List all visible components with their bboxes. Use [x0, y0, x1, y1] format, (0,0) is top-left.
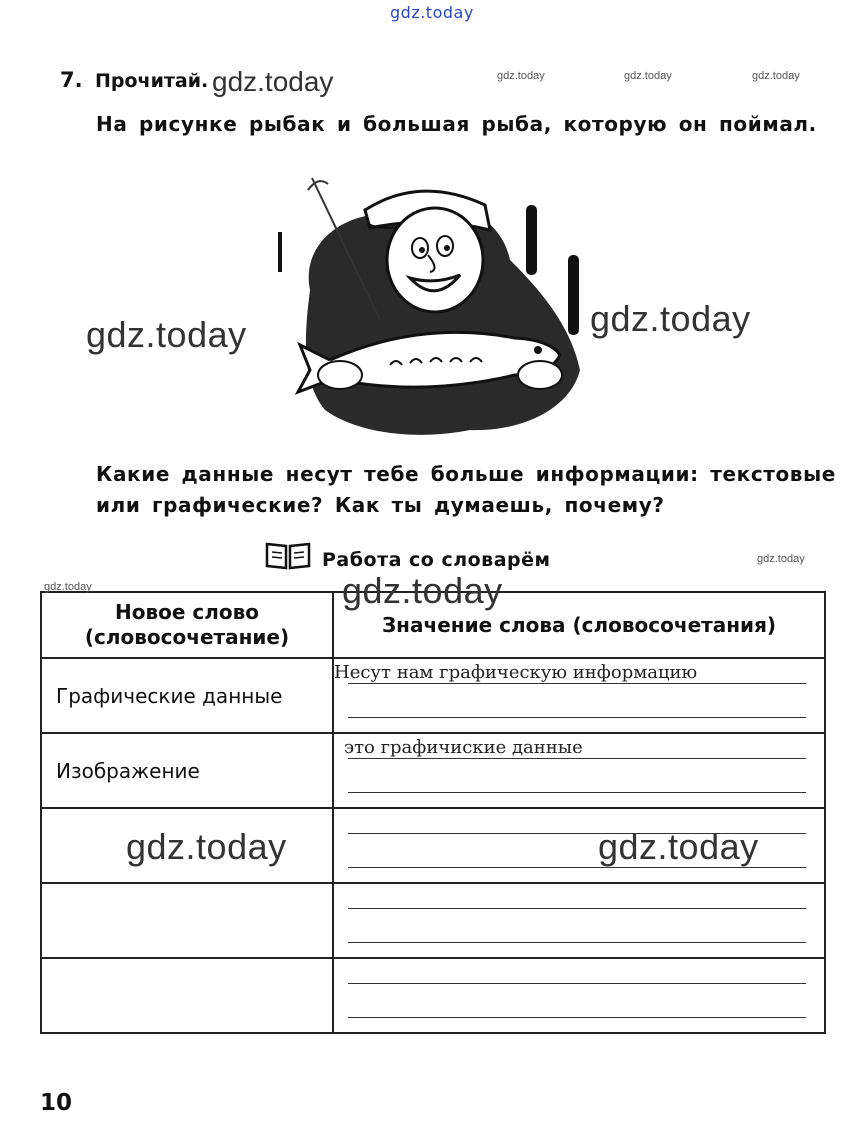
handwritten-answer: это графичиские данные — [344, 737, 583, 758]
answer-line — [348, 908, 806, 909]
answer-line — [348, 717, 806, 718]
question-line-1: Какие данные несут тебе больше информации: текстовые — [96, 462, 836, 486]
table-row — [41, 958, 825, 1033]
header-new-word-line2: (словосочетание) — [84, 625, 290, 649]
meaning-cell[interactable] — [333, 658, 825, 733]
meaning-cell[interactable] — [333, 958, 825, 1033]
meaning-cell[interactable] — [333, 883, 825, 958]
watermark-small: gdz.today — [624, 70, 672, 82]
watermark-top: gdz.today — [390, 3, 474, 22]
watermark-small: gdz.today — [44, 581, 92, 593]
answer-line — [348, 942, 806, 943]
section-title: Работа со словарём — [322, 549, 551, 571]
word-cell — [41, 883, 333, 958]
answer-line — [348, 1017, 806, 1018]
question-line-2: или графические? Как ты думаешь, почему? — [96, 493, 665, 517]
answer-line — [348, 683, 806, 684]
page-number: 10 — [40, 1090, 73, 1116]
header-meaning: Значение слова (словосочетания) — [333, 592, 825, 658]
watermark-small: gdz.today — [752, 70, 800, 82]
vocabulary-table — [40, 591, 826, 1034]
watermark-label: gdz.today — [212, 66, 334, 97]
meaning-cell[interactable] — [333, 733, 825, 808]
header-new-word — [41, 592, 333, 658]
task-label: Прочитай. — [95, 70, 209, 92]
word-cell: Графические данные — [41, 658, 333, 733]
word-cell — [41, 958, 333, 1033]
answer-line — [348, 983, 806, 984]
word-cell: Изображение — [41, 733, 333, 808]
book-icon — [264, 540, 312, 576]
answer-line — [348, 792, 806, 793]
handwritten-answer: Несут нам графическую информацию — [334, 662, 698, 683]
fisherman-illustration — [270, 170, 600, 442]
watermark-picture-right: gdz.today — [590, 298, 751, 339]
watermark-row3-right: gdz.today — [598, 826, 759, 867]
table-row — [41, 883, 825, 958]
task-number: 7. — [60, 68, 83, 92]
watermark-picture-left: gdz.today — [86, 314, 247, 355]
watermark-table-top: gdz.today — [342, 570, 503, 611]
task-sentence: На рисунке рыбак и большая рыба, которую он поймал. — [96, 112, 817, 136]
header-new-word-line1: Новое слово — [114, 600, 260, 624]
table-row — [41, 733, 825, 808]
watermark-row3-left: gdz.today — [126, 826, 287, 867]
watermark-small: gdz.today — [497, 70, 545, 82]
answer-line — [348, 758, 806, 759]
table-row — [41, 658, 825, 733]
fisherman-fish-picture — [270, 170, 600, 442]
watermark-small: gdz.today — [757, 553, 805, 565]
